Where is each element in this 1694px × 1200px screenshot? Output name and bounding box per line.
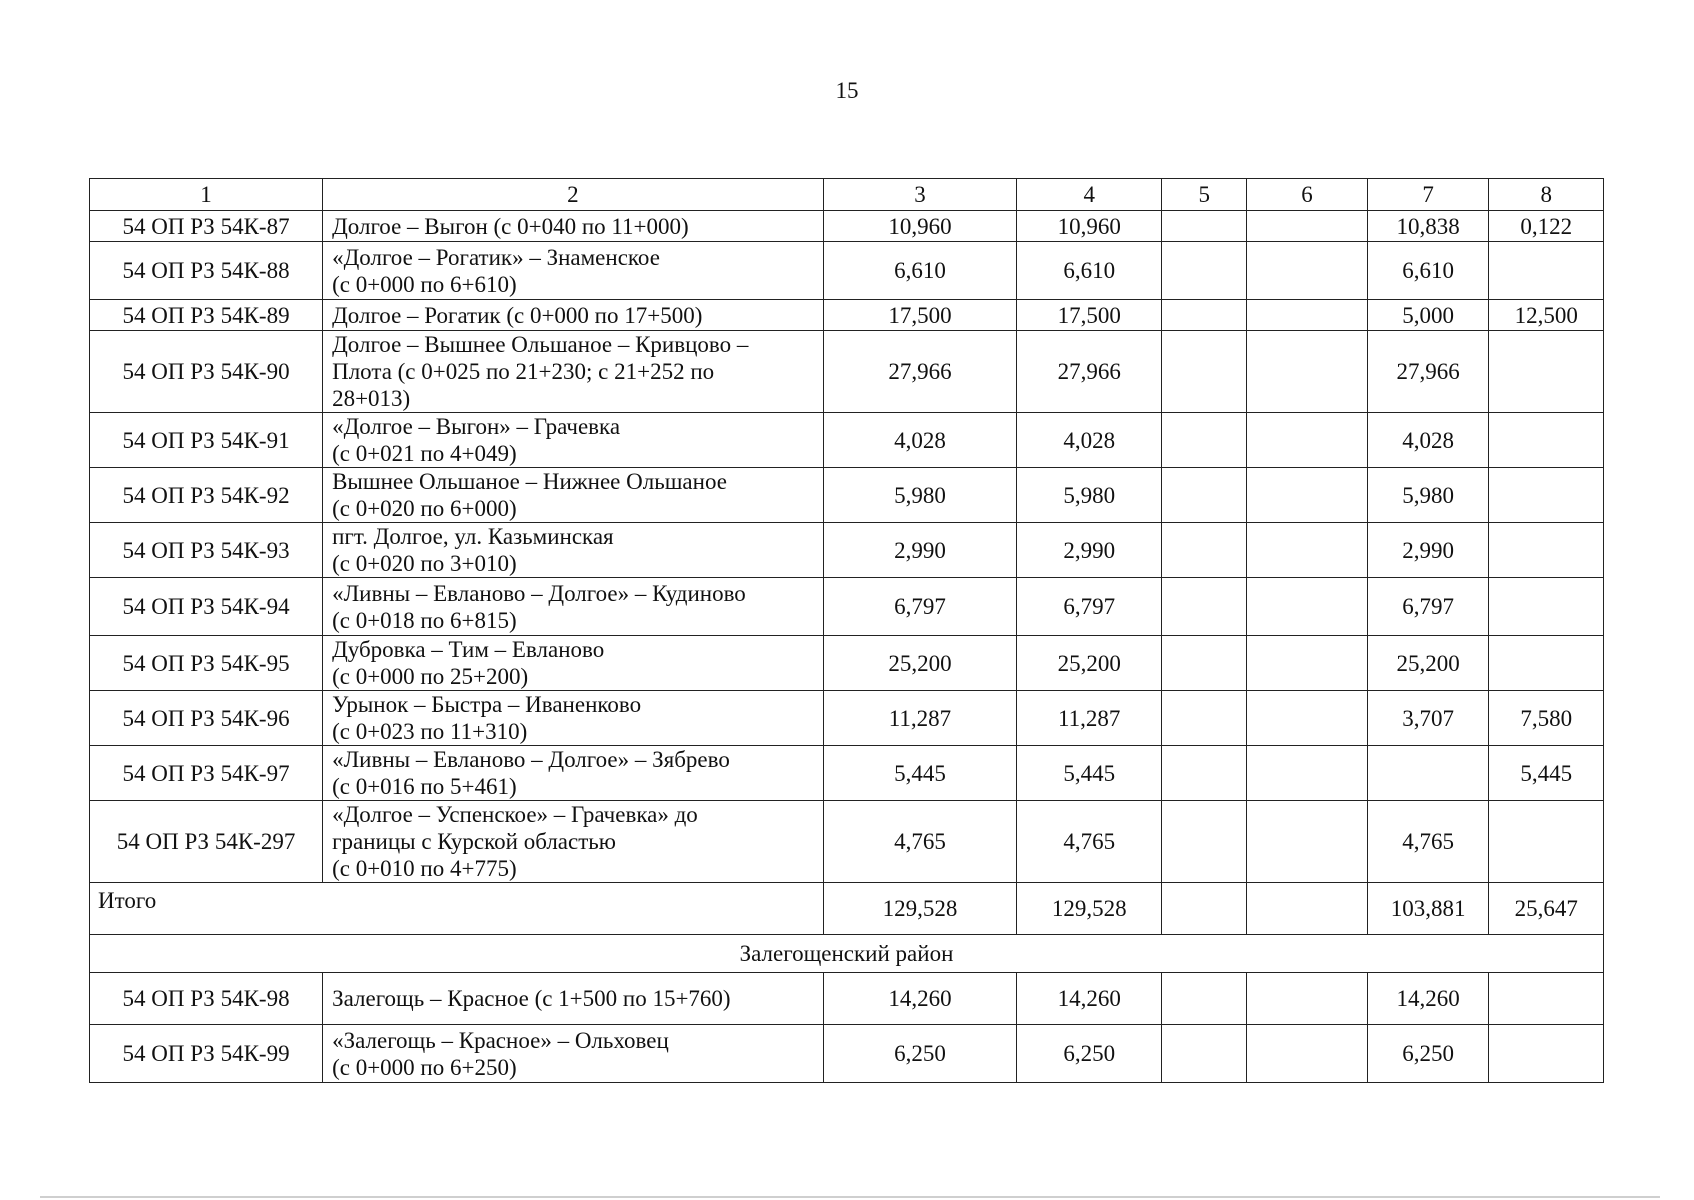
value-c4: 4,028: [1017, 413, 1162, 468]
value-c3: 6,797: [823, 578, 1017, 636]
value-c4: 10,960: [1017, 211, 1162, 242]
value-c4: 27,966: [1017, 331, 1162, 413]
value-c5: [1162, 801, 1247, 883]
value-c5: [1162, 413, 1247, 468]
value-c4: 25,200: [1017, 636, 1162, 691]
road-name: «Долгое – Рогатик» – Знаменское (с 0+000 по 6+610): [323, 242, 824, 300]
value-c6: [1247, 300, 1368, 331]
road-name: «Ливны – Евланово – Долгое» – Кудиново (с 0+018 по 6+815): [323, 578, 824, 636]
road-code: 54 ОП РЗ 54К-93: [90, 523, 323, 578]
value-c5: [1162, 523, 1247, 578]
total-c7: 103,881: [1367, 883, 1489, 935]
value-c3: 5,445: [823, 746, 1017, 801]
value-c4: 6,610: [1017, 242, 1162, 300]
value-c3: 27,966: [823, 331, 1017, 413]
road-name: «Долгое – Выгон» – Грачевка (с 0+021 по 4+049): [323, 413, 824, 468]
value-c3: 4,765: [823, 801, 1017, 883]
table-row: [90, 973, 1604, 1025]
total-label: Итого: [90, 883, 824, 935]
value-c6: [1247, 691, 1368, 746]
road-code: 54 ОП РЗ 54К-95: [90, 636, 323, 691]
table-row: [90, 1025, 1604, 1083]
total-c4: 129,528: [1017, 883, 1162, 935]
value-c4: 6,797: [1017, 578, 1162, 636]
value-c6: [1247, 242, 1368, 300]
value-c6: [1247, 1025, 1368, 1083]
road-code: 54 ОП РЗ 54К-87: [90, 211, 323, 242]
column-number-1: 1: [90, 179, 323, 211]
road-code: 54 ОП РЗ 54К-89: [90, 300, 323, 331]
value-c3: 6,610: [823, 242, 1017, 300]
scan-edge-line: [40, 1196, 1660, 1198]
value-c7: 5,980: [1367, 468, 1489, 523]
column-number-4: 4: [1017, 179, 1162, 211]
value-c5: [1162, 578, 1247, 636]
value-c7: 27,966: [1367, 331, 1489, 413]
value-c4: 17,500: [1017, 300, 1162, 331]
value-c5: [1162, 300, 1247, 331]
road-name: «Ливны – Евланово – Долгое» – Зябрево (с 0+016 по 5+461): [323, 746, 824, 801]
value-c8: 0,122: [1489, 211, 1604, 242]
value-c6: [1247, 578, 1368, 636]
value-c8: [1489, 468, 1604, 523]
value-c4: 5,980: [1017, 468, 1162, 523]
value-c7: 6,250: [1367, 1025, 1489, 1083]
road-code: 54 ОП РЗ 54К-297: [90, 801, 323, 883]
road-name: Долгое – Вышнее Ольшаное – Кривцово – Плота (с 0+025 по 21+230; с 21+252 по 28+013): [323, 331, 824, 413]
value-c4: 6,250: [1017, 1025, 1162, 1083]
column-number-7: 7: [1367, 179, 1489, 211]
value-c7: 5,000: [1367, 300, 1489, 331]
value-c8: [1489, 413, 1604, 468]
total-row: [90, 883, 1604, 935]
value-c8: [1489, 1025, 1604, 1083]
value-c5: [1162, 1025, 1247, 1083]
value-c3: 5,980: [823, 468, 1017, 523]
value-c7: 10,838: [1367, 211, 1489, 242]
total-c3: 129,528: [823, 883, 1017, 935]
road-name: Дубровка – Тим – Евланово (с 0+000 по 25+200): [323, 636, 824, 691]
value-c7: 14,260: [1367, 973, 1489, 1025]
value-c7: 4,765: [1367, 801, 1489, 883]
value-c8: [1489, 242, 1604, 300]
value-c3: 6,250: [823, 1025, 1017, 1083]
value-c5: [1162, 331, 1247, 413]
value-c8: 12,500: [1489, 300, 1604, 331]
road-code: 54 ОП РЗ 54К-99: [90, 1025, 323, 1083]
value-c3: 14,260: [823, 973, 1017, 1025]
value-c6: [1247, 331, 1368, 413]
column-number-2: 2: [323, 179, 824, 211]
road-code: 54 ОП РЗ 54К-98: [90, 973, 323, 1025]
value-c5: [1162, 691, 1247, 746]
value-c5: [1162, 211, 1247, 242]
value-c5: [1162, 242, 1247, 300]
value-c5: [1162, 636, 1247, 691]
road-name: «Залегощь – Красное» – Ольховец (с 0+000 по 6+250): [323, 1025, 824, 1083]
table-header-row: [90, 179, 1604, 211]
value-c3: 2,990: [823, 523, 1017, 578]
value-c3: 4,028: [823, 413, 1017, 468]
table-row: [90, 468, 1604, 523]
value-c6: [1247, 523, 1368, 578]
value-c6: [1247, 468, 1368, 523]
value-c4: 4,765: [1017, 801, 1162, 883]
value-c7: [1367, 746, 1489, 801]
value-c6: [1247, 636, 1368, 691]
road-code: 54 ОП РЗ 54К-94: [90, 578, 323, 636]
value-c7: 6,610: [1367, 242, 1489, 300]
road-code: 54 ОП РЗ 54К-90: [90, 331, 323, 413]
value-c8: [1489, 578, 1604, 636]
column-number-6: 6: [1247, 179, 1368, 211]
value-c8: [1489, 801, 1604, 883]
road-code: 54 ОП РЗ 54К-96: [90, 691, 323, 746]
road-name: пгт. Долгое, ул. Казьминская (с 0+020 по 3+010): [323, 523, 824, 578]
value-c7: 25,200: [1367, 636, 1489, 691]
table-row: [90, 413, 1604, 468]
value-c6: [1247, 211, 1368, 242]
value-c8: [1489, 973, 1604, 1025]
value-c4: 2,990: [1017, 523, 1162, 578]
value-c6: [1247, 746, 1368, 801]
road-code: 54 ОП РЗ 54К-88: [90, 242, 323, 300]
value-c6: [1247, 801, 1368, 883]
district-row: [90, 935, 1604, 973]
value-c5: [1162, 746, 1247, 801]
road-name: Вышнее Ольшаное – Нижнее Ольшаное (с 0+020 по 6+000): [323, 468, 824, 523]
road-register-table: [89, 178, 1604, 1083]
value-c4: 11,287: [1017, 691, 1162, 746]
value-c8: [1489, 636, 1604, 691]
table-row: [90, 211, 1604, 242]
table-row: [90, 578, 1604, 636]
value-c8: [1489, 523, 1604, 578]
value-c8: 7,580: [1489, 691, 1604, 746]
total-c5: [1162, 883, 1247, 935]
value-c8: 5,445: [1489, 746, 1604, 801]
table-row: [90, 300, 1604, 331]
value-c3: 25,200: [823, 636, 1017, 691]
value-c7: 2,990: [1367, 523, 1489, 578]
table-row: [90, 331, 1604, 413]
value-c7: 3,707: [1367, 691, 1489, 746]
page-number: 15: [835, 78, 859, 103]
total-c6: [1247, 883, 1368, 935]
total-c8: 25,647: [1489, 883, 1604, 935]
value-c5: [1162, 468, 1247, 523]
table-row: [90, 523, 1604, 578]
value-c7: 6,797: [1367, 578, 1489, 636]
value-c8: [1489, 331, 1604, 413]
value-c5: [1162, 973, 1247, 1025]
table-row: [90, 691, 1604, 746]
value-c6: [1247, 413, 1368, 468]
table-row: [90, 242, 1604, 300]
district-name: Залегощенский район: [90, 935, 1604, 973]
road-code: 54 ОП РЗ 54К-97: [90, 746, 323, 801]
value-c4: 5,445: [1017, 746, 1162, 801]
road-name: Залегощь – Красное (с 1+500 по 15+760): [323, 973, 824, 1025]
road-name: Долгое – Выгон (с 0+040 по 11+000): [323, 211, 824, 242]
value-c3: 17,500: [823, 300, 1017, 331]
road-name: Урынок – Быстра – Иваненково (с 0+023 по 11+310): [323, 691, 824, 746]
table-row: [90, 746, 1604, 801]
table-row: [90, 636, 1604, 691]
value-c7: 4,028: [1367, 413, 1489, 468]
column-number-3: 3: [823, 179, 1017, 211]
table-row: [90, 801, 1604, 883]
value-c3: 11,287: [823, 691, 1017, 746]
road-code: 54 ОП РЗ 54К-92: [90, 468, 323, 523]
road-name: Долгое – Рогатик (с 0+000 по 17+500): [323, 300, 824, 331]
road-name: «Долгое – Успенское» – Грачевка» до границы с Курской областью (с 0+010 по 4+775): [323, 801, 824, 883]
column-number-8: 8: [1489, 179, 1604, 211]
column-number-5: 5: [1162, 179, 1247, 211]
value-c6: [1247, 973, 1368, 1025]
value-c4: 14,260: [1017, 973, 1162, 1025]
road-code: 54 ОП РЗ 54К-91: [90, 413, 323, 468]
value-c3: 10,960: [823, 211, 1017, 242]
